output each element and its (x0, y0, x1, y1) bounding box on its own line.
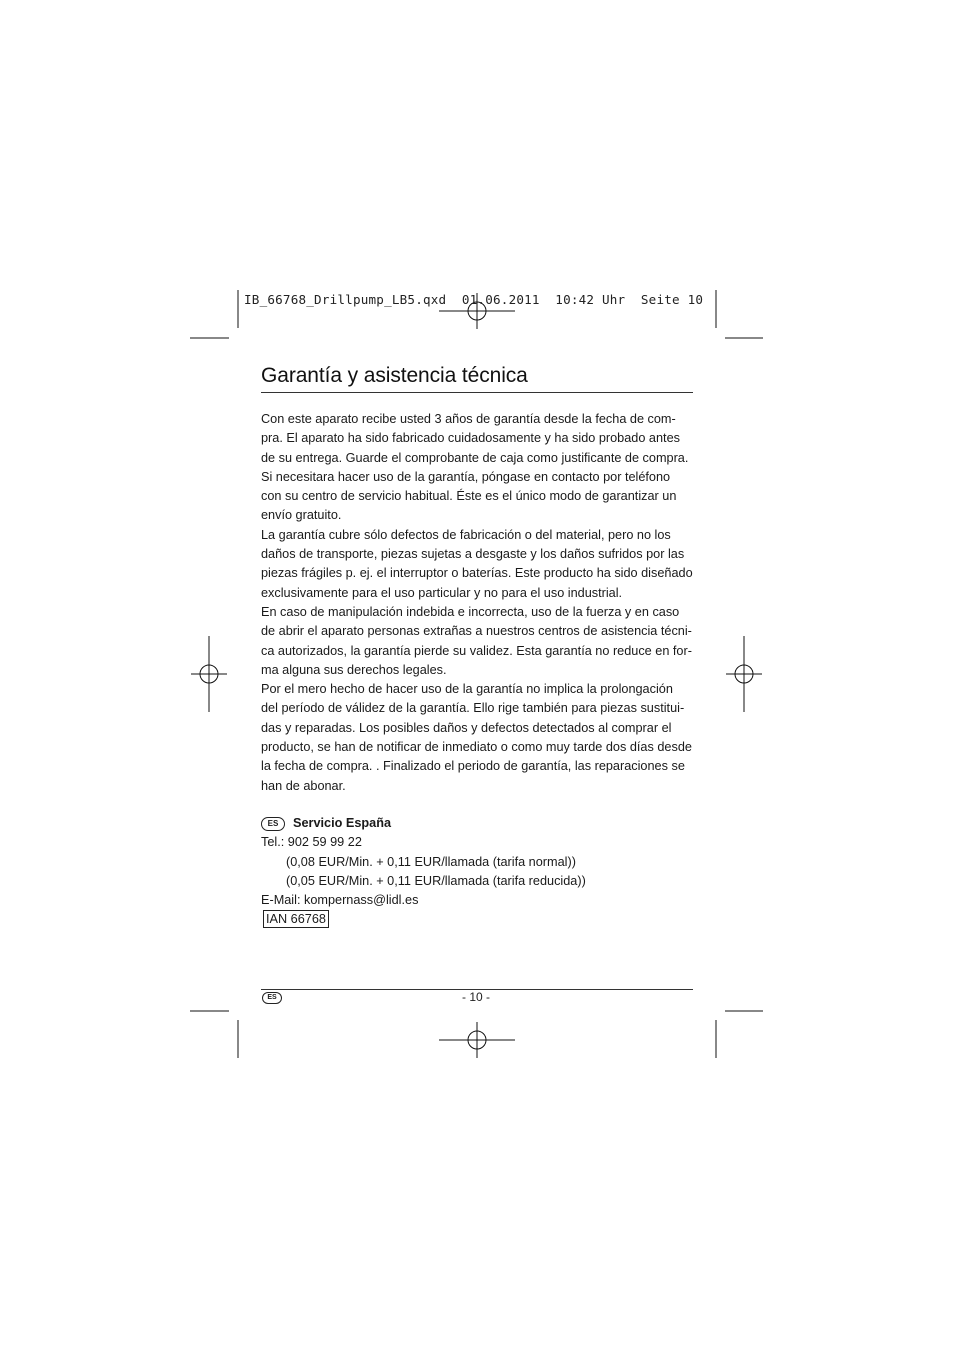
page-title: Garantía y asistencia técnica (261, 364, 528, 387)
body-line: la fecha de compra. . Finalizado el periodo de garantía, las reparaciones se (261, 759, 685, 774)
ian-number: IAN 66768 (263, 910, 329, 928)
body-line: han de abonar. (261, 778, 346, 793)
body-line: daños de transporte, piezas sujetas a desgaste y los daños sufridos por las (261, 547, 685, 562)
body-line: ca autorizados, la garantía pierde su validez. Esta garantía no reduce en for- (261, 643, 692, 658)
body-line: ma alguna sus derechos legales. (261, 662, 447, 677)
print-slug: IB_66768_Drillpump_LB5.qxd 01.06.2011 10:42 Uhr Seite 10 (244, 292, 704, 307)
body-line: producto, se han de notificar de inmediato o como muy tarde dos días desde (261, 740, 692, 755)
body-line: envío gratuito. (261, 508, 342, 523)
body-line: con su centro de servicio habitual. Éste es el único modo de garantizar un (261, 489, 677, 504)
body-line: La garantía cubre sólo defectos de fabricación o del material, pero no los (261, 527, 671, 542)
service-block (261, 814, 586, 930)
body-line: de su entrega. Guarde el comprobante de caja como justificante de compra. (261, 450, 689, 465)
warranty-text (261, 410, 693, 796)
body-line: Si necesitara hacer uso de la garantía, póngase en contacto por teléfono (261, 469, 671, 484)
service-heading (261, 814, 586, 833)
body-line: pra. El aparato ha sido fabricado cuidadosamente y ha sido probado antes (261, 431, 680, 446)
body-line: de abrir el aparato personas extrañas a nuestros centros de asistencia técni- (261, 624, 692, 639)
service-email: E-Mail: kompernass@lidl.es (261, 893, 419, 908)
body-line: En caso de manipulación indebida e incorrecta, uso de la fuerza y en caso (261, 604, 680, 619)
country-badge-icon: ES (261, 817, 285, 831)
body-line: Por el mero hecho de hacer uso de la garantía no implica la prolongación (261, 682, 673, 697)
body-line: exclusivamente para el uso particular y no para el uso industrial. (261, 585, 623, 600)
service-phone: Tel.: 902 59 99 22 (261, 835, 362, 850)
footer-country-badge-icon: ES (262, 992, 282, 1004)
rate-reduced: (0,05 EUR/Min. + 0,11 EUR/llamada (tarifa reducida)) (286, 873, 586, 888)
rate-normal: (0,08 EUR/Min. + 0,11 EUR/llamada (tarifa normal)) (286, 854, 576, 869)
body-line: das y reparadas. Los posibles daños y defectos detectados al comprar el (261, 720, 672, 735)
body-line: Con este aparato recibe usted 3 años de garantía desde la fecha de com- (261, 412, 676, 426)
title-divider (261, 392, 693, 393)
body-line: piezas frágiles p. ej. el interruptor o baterías. Este producto ha sido diseñado (261, 566, 693, 581)
service-title: Servicio España (293, 816, 392, 830)
page-number: - 10 - (462, 990, 491, 1004)
body-line: del período de válidez de la garantía. Ello rige también para piezas sustitui- (261, 701, 685, 716)
